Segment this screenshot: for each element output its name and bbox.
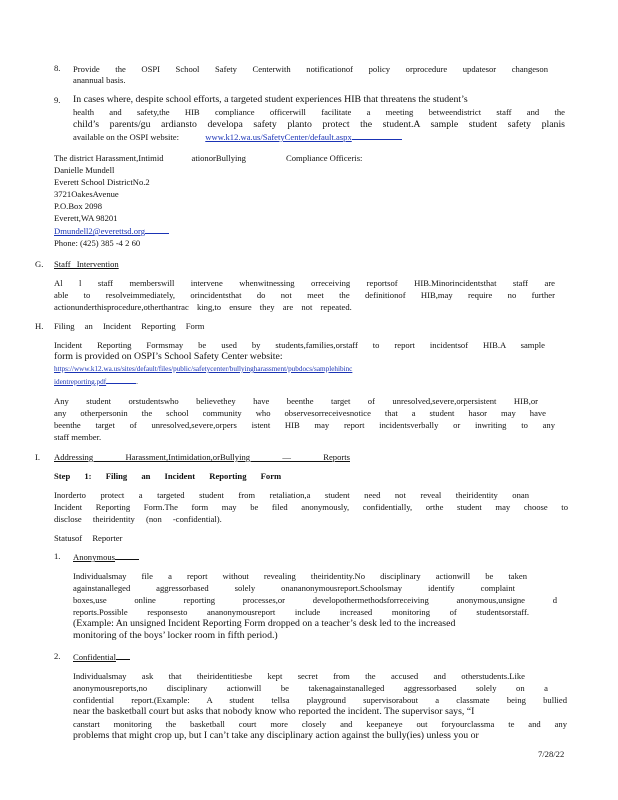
officer-street: 3721OakesAvenue [54,189,119,199]
section-i-title: Addressing Harassment,Intimidation,orBullying — Reports [54,452,350,462]
officer-email-link[interactable]: Dmundell2@everettsd.org [54,226,146,236]
section-letter: H. [35,321,44,331]
anonymous-line-2: againstanalleged aggressorbased solely onananonymousreport.Schoolsmay identify complaint [73,583,515,593]
item-9-text: In cases where, despite school efforts, a targeted student experiences HIB that threatens the student’s [73,94,468,105]
section-g-line-1: Al l staff memberswill intervene whenwitnessing orreceiving reportsof HIB.Minorincidentsthat staff are [54,278,555,288]
confidential-line-2: anonymousreports,no disciplinary actionwill be takenagainstanalleged aggressorbased solely on a [73,683,548,693]
section-g-title: Staff Intervention [54,259,119,269]
officer-org: Everett School DistrictNo.2 [54,177,150,187]
item-9-text-2: health and safety,the HIB compliance officerwill facilitate a meeting betweendistrict staff and the [73,107,565,117]
section-h-line-1: Incident Reporting Formsmay be used by students,families,orstaff to report incidentsof HIB.A sample [54,340,545,350]
anonymous-heading [73,551,139,563]
officer-heading [54,152,362,164]
item-8-text-cont: anannual basis. [73,75,126,85]
section-h-p2-line-3: beenthe target of unresolved,severe,orpers istent HIB may report incidentsverbally or inwriting to any [54,420,555,430]
sample-form-link[interactable]: https://www.k12.wa.us/sites/default/files/public/safetycenter/bullyingharassment/pubdocs/samplehibinc [54,365,353,373]
officer-email-row [54,225,169,237]
officer-heading-right: Compliance Officeris: [285,153,363,163]
section-h-p2-line-4: staff member. [54,432,102,442]
anonymous-line-1: Individualsmay file a report without revealing theiridentity.No disciplinary actionwill be taken [73,571,527,581]
officer-heading-mid: ationorBullying [191,153,246,163]
anonymous-example-2: monitoring of the boys’ locker room in fifth period.) [73,630,278,641]
confidential-line-1: Individualsmay ask that theiridentitiesbe kept secret from the accused and otherstudents.Like [73,671,525,681]
sample-form-link-line-2: identreporting.pdf . [54,378,138,386]
list-number: 1. [54,551,61,561]
confidential-line-3: confidential report.(Example: A student tellsa playground supervisorabout a classmate being bullied [73,695,567,705]
confidential-heading [73,651,130,663]
section-h-line-2: form is provided on OSPI’s School Safety Center website: [54,351,283,362]
item-8-text: Provide the OSPI School Safety Centerwith notificationof policy orprocedure updatesor changeson [73,64,548,74]
section-letter: G. [35,259,44,269]
confidential-line-4: near the basketball court but asks that nobody know who reported the incident. The supervisor says, “I [73,706,475,717]
anonymous-line-3: boxes,use online reporting processes,or developothermethodsforreceiving anonymous,unsigne d [73,595,557,605]
footer-date: 7/28/22 [538,749,565,759]
section-letter: I. [35,452,41,462]
officer-name: Danielle Mundell [54,165,115,175]
anonymous-example-1: (Example: An unsigned Incident Reporting Form dropped on a teacher’s desk led to the increased [73,618,456,629]
officer-heading-left: The district Harassment,Intimid [54,153,164,163]
section-h-title: Filing an Incident Reporting Form [54,321,205,331]
item-9-text-3 [73,118,565,131]
safety-center-link[interactable]: www.k12.wa.us/SafetyCenter/default.aspx [205,132,352,142]
item-9-available-text: available on the OSPI website: [73,132,179,142]
anonymous-line-4: reports.Possible responsesto ananonymousreport include increased monitoring of studentsorstaff. [73,607,529,617]
confidential-line-6: problems that might crop up, but I can’t take any disciplinary action against the bully(ies) unless you or [73,730,479,741]
section-g-line-3: actionunderthisprocedure,otherthantrac king,to ensure they are not repeated. [54,302,352,312]
step-1-line-3: disclose theiridentity (non -confidential). [54,514,222,524]
list-number: 8. [54,63,61,73]
confidential-line-5: canstart monitoring the basketball court more closely and keepaneye out foryourclassma te and any [73,719,567,729]
sample-form-link-line-1 [54,364,352,374]
status-of-reporter: Statusof Reporter [54,533,123,543]
section-g-line-2: able to resolveimmediately, orincidentsthat do not meet the definitionof HIB,may require no further [54,290,555,300]
item-9-text-4 [73,131,402,143]
list-number: 2. [54,651,61,661]
section-h-p2-line-2: any otherpersonin the school community who observesorreceivesnotice that a student hasor may have [54,408,546,418]
list-number: 9. [54,95,61,105]
step-1-line-1: Inorderto protect a targeted student from retaliation,a student need not reveal theiridentity onan [54,490,529,500]
item-9-text-3-content: child’s parents/gu ardiansto developa safety planto protect the student.A sample student safety planis [73,119,565,130]
section-h-p2-line-1: Any student orstudentswho believethey have beenthe target of unresolved,severe,orpersistent HIB,or [54,396,538,406]
confidential-title: Confidential [73,652,116,662]
step-1-heading: Step 1: Filing an Incident Reporting Form [54,471,282,481]
anonymous-title: Anonymous [73,552,116,562]
sample-form-link-cont[interactable]: identreporting.pdf [54,378,107,386]
step-1-line-2: Incident Reporting Form.The form may be filed anonymously, confidentially, orthe student may choose to [54,502,568,512]
officer-phone: Phone: (425) 385 -4 2 60 [54,238,141,248]
officer-pobox: P.O.Box 2098 [54,201,102,211]
officer-city: Everett,WA 98201 [54,213,118,223]
